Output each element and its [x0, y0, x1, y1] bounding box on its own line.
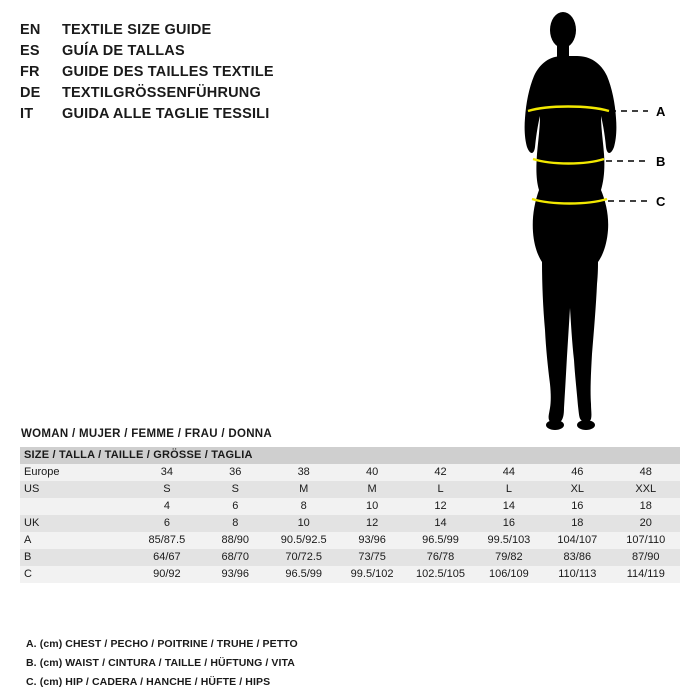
- cell: 10: [338, 498, 406, 515]
- title-lang-en: EN: [20, 22, 41, 38]
- title-lang-fr: FR: [20, 64, 40, 80]
- row-label: B: [20, 549, 133, 566]
- title-lang-de: DE: [20, 85, 41, 101]
- cell: S: [201, 481, 269, 498]
- legend-note-c: C. (cm) HIP / CADERA / HANCHE / HÜFTE / HIPS: [26, 676, 271, 688]
- table-row: [20, 464, 680, 481]
- cell: 85/87.5: [133, 532, 201, 549]
- legend-note-b: B. (cm) WAIST / CINTURA / TAILLE / HÜFTUNG / VITA: [26, 657, 295, 669]
- cell: S: [133, 481, 201, 498]
- cell: 68/70: [201, 549, 269, 566]
- title-row-fr: [20, 64, 460, 85]
- cell: 93/96: [201, 566, 269, 583]
- cell: 42: [406, 464, 474, 481]
- cell: 114/119: [612, 566, 680, 583]
- cell: 83/86: [543, 549, 611, 566]
- cell: 16: [475, 515, 543, 532]
- title-row-de: [20, 85, 460, 106]
- cell: 36: [201, 464, 269, 481]
- cell: 99.5/102: [338, 566, 406, 583]
- title-block: [20, 22, 460, 127]
- cell: 18: [543, 515, 611, 532]
- row-label: C: [20, 566, 133, 583]
- title-text-fr: GUIDE DES TAILLES TEXTILE: [62, 64, 274, 80]
- table-row: [20, 549, 680, 566]
- silhouette-icon: [525, 12, 617, 430]
- cell: 38: [269, 464, 337, 481]
- table-row: [20, 498, 680, 515]
- cell: 104/107: [543, 532, 611, 549]
- cell: 99.5/103: [475, 532, 543, 549]
- row-label: UK: [20, 515, 133, 532]
- cell: 90.5/92.5: [269, 532, 337, 549]
- table-row: [20, 532, 680, 549]
- female-silhouette-figure: [470, 8, 690, 433]
- title-lang-es: ES: [20, 43, 40, 59]
- table-row: [20, 481, 680, 498]
- cell: 76/78: [406, 549, 474, 566]
- cell: M: [338, 481, 406, 498]
- table-group-label: WOMAN / MUJER / FEMME / FRAU / DONNA: [21, 428, 273, 440]
- cell: 64/67: [133, 549, 201, 566]
- cell: 12: [406, 498, 474, 515]
- measurement-legend: [20, 635, 680, 692]
- cell: 14: [475, 498, 543, 515]
- size-table: [20, 447, 680, 583]
- cell: 88/90: [201, 532, 269, 549]
- cell: 14: [406, 515, 474, 532]
- cell: 93/96: [338, 532, 406, 549]
- cell: XL: [543, 481, 611, 498]
- cell: 8: [269, 498, 337, 515]
- cell: 6: [201, 498, 269, 515]
- marker-label-a: A: [656, 104, 666, 119]
- table-header-row: [20, 447, 680, 464]
- row-label: [20, 498, 133, 515]
- cell: 96.5/99: [406, 532, 474, 549]
- title-text-es: GUÍA DE TALLAS: [62, 43, 185, 59]
- row-label: A: [20, 532, 133, 549]
- cell: 20: [612, 515, 680, 532]
- cell: 34: [133, 464, 201, 481]
- table-header-label: SIZE / TALLA / TAILLE / GRÖSSE / TAGLIA: [20, 447, 680, 464]
- cell: 46: [543, 464, 611, 481]
- cell: 90/92: [133, 566, 201, 583]
- title-row-en: [20, 22, 460, 43]
- cell: 12: [338, 515, 406, 532]
- cell: 16: [543, 498, 611, 515]
- cell: 70/72.5: [269, 549, 337, 566]
- title-text-it: GUIDA ALLE TAGLIE TESSILI: [62, 106, 270, 122]
- cell: 48: [612, 464, 680, 481]
- title-text-de: TEXTILGRÖSSENFÜHRUNG: [62, 85, 261, 101]
- title-row-es: [20, 43, 460, 64]
- cell: 18: [612, 498, 680, 515]
- cell: 102.5/105: [406, 566, 474, 583]
- cell: XXL: [612, 481, 680, 498]
- marker-label-c: C: [656, 194, 666, 209]
- cell: 106/109: [475, 566, 543, 583]
- cell: 79/82: [475, 549, 543, 566]
- cell: 87/90: [612, 549, 680, 566]
- cell: 8: [201, 515, 269, 532]
- cell: M: [269, 481, 337, 498]
- cell: 73/75: [338, 549, 406, 566]
- table-row: [20, 515, 680, 532]
- cell: 6: [133, 515, 201, 532]
- size-table-section: [20, 428, 680, 583]
- table-row: [20, 566, 680, 583]
- cell: 4: [133, 498, 201, 515]
- cell: 40: [338, 464, 406, 481]
- marker-label-b: B: [656, 154, 666, 169]
- title-row-it: [20, 106, 460, 127]
- title-text-en: TEXTILE SIZE GUIDE: [62, 22, 212, 38]
- cell: 96.5/99: [269, 566, 337, 583]
- cell: 110/113: [543, 566, 611, 583]
- row-label: US: [20, 481, 133, 498]
- cell: 10: [269, 515, 337, 532]
- cell: 107/110: [612, 532, 680, 549]
- row-label: Europe: [20, 464, 133, 481]
- legend-note-a: A. (cm) CHEST / PECHO / POITRINE / TRUHE / PETTO: [26, 638, 298, 650]
- cell: 44: [475, 464, 543, 481]
- title-lang-it: IT: [20, 106, 34, 122]
- cell: L: [475, 481, 543, 498]
- cell: L: [406, 481, 474, 498]
